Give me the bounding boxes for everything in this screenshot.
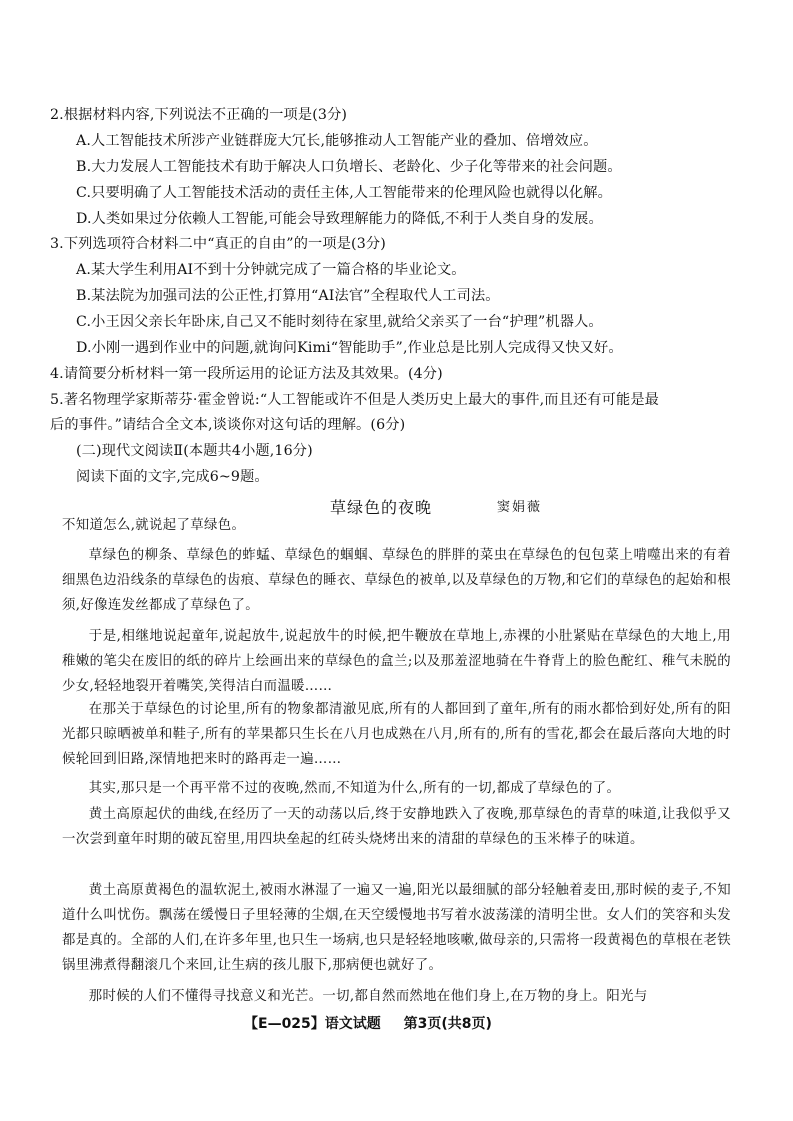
article-paragraph-1: 不知道怎么,就说起了草绿色。 (62, 518, 246, 533)
question-2-option-a: A.人工智能技术所涉产业链群庞大冗长,能够推动人工智能产业的叠加、倍增效应。 (76, 133, 598, 149)
footer-page-number: 第3页(共8页) (403, 1016, 492, 1032)
question-2-stem: 2.根据材料内容,下列说法不正确的一项是(3分) (50, 107, 348, 123)
question-3-option-d: D.小刚一遇到作业中的问题,就询问Kimi“智能助手”,作业总是比别人完成得又快又好。 (76, 340, 623, 356)
question-2-option-d: D.人类如果过分依赖人工智能,可能会导致理解能力的降低,不利于人类自身的发展。 (76, 211, 603, 227)
footer-exam-code: 【E—025】语文试题 (244, 1016, 381, 1032)
question-5-line-2: 后的事件。”请结合全文本,谈谈你对这句话的理解。(6分) (50, 417, 406, 433)
article-author: 窦娟薇 (497, 500, 543, 515)
question-2-option-b: B.大力发展人工智能技术有助于解决人口负增长、老龄化、少子化等带来的社会问题。 (76, 159, 622, 175)
section-instruction: 阅读下面的文字,完成6~9题。 (76, 469, 269, 485)
question-3-option-b: B.某法院为加强司法的公正性,打算用“AI法官”全程取代人工司法。 (76, 288, 500, 304)
article-paragraph-6: 黄土高原起伏的曲线,在经历了一天的动荡以后,终于安静地跌入了夜晚,那草绿色的青草的味道,让我似乎又一次尝到童年时期的破瓦窑里,用四块垒起的红砖头烧烤出来的清甜的草绿色的玉米棒子的味道。 (62, 807, 731, 847)
article-paragraph-4: 在那关于草绿色的讨论里,所有的物象都清澈见底,所有的人都回到了童年,所有的雨水都恰到好处,所有的阳光都只晾晒被单和鞋子,所有的苹果都只生长在八月也成熟在八月,所有的,所有的雪花,都会在最后落向大地的时候轮回到旧路,深情地把来时的路再走一遍…… (62, 702, 731, 767)
article-paragraph-8: 那时候的人们不懂得寻找意义和光芒。一切,都自然而然地在他们身上,在万物的身上。阳光与 (88, 989, 648, 1004)
article-paragraph-7: 黄土高原黄褐色的温软泥土,被雨水淋湿了一遍又一遍,阳光以最细腻的部分轻触着麦田,那时候的麦子,不知道什么叫忧伤。飘荡在缓慢日子里轻薄的尘烟,在天空缓慢地书写着水波荡漾的清明尘世。女人们的笑容和头发都是真的。全部的人们,在许多年里,也只生一场病,也只是轻轻地咳嗽,做母亲的,只需将一段黄褐色的草根在老铁锅里沸煮得翻滚几个来回,让生病的孩儿服下,那病便也就好了。 (62, 883, 731, 973)
article-paragraph-2: 草绿色的柳条、草绿色的蚱蜢、草绿色的蝈蝈、草绿色的胖胖的菜虫在草绿色的包包菜上啃噬出来的有着细黑色边沿线条的草绿色的齿痕、草绿色的睡衣、草绿色的被单,以及草绿色的万物,和它们的草绿色的起始和根须,好像连发丝都成了草绿色了。 (62, 548, 731, 613)
question-3-option-a: A.某大学生利用AI不到十分钟就完成了一篇合格的毕业论文。 (76, 262, 466, 278)
question-3-option-c: C.小王因父亲长年卧床,自己又不能时刻待在家里,就给父亲买了一台“护理”机器人。 (76, 314, 603, 330)
section-heading: (二)现代文阅读Ⅱ(本题共4小题,16分) (76, 443, 313, 459)
question-4: 4.请简要分析材料一第一段所运用的论证方法及其效果。(4分) (50, 366, 443, 382)
article-paragraph-5: 其实,那只是一个再平常不过的夜晚,然而,不知道为什么,所有的一切,都成了草绿色的了。 (88, 781, 621, 796)
question-2-option-c: C.只要明确了人工智能技术活动的责任主体,人工智能带来的伦理风险也就得以化解。 (76, 185, 612, 201)
page-footer (244, 1013, 510, 1033)
question-5-line-1: 5.著名物理学家斯蒂芬·霍金曾说:“人工智能或许不但是人类历史上最大的事件,而且还有可能是最 (50, 392, 659, 408)
article-paragraph-3: 于是,相继地说起童年,说起放牛,说起放牛的时候,把牛鞭放在草地上,赤裸的小肚紧贴在草绿色的大地上,用稚嫩的笔尖在废旧的纸的碎片上绘画出来的草绿色的盒兰;以及那羞涩地骑在牛脊背上的脸色酡红、稚气未脱的少女,轻轻地裂开着嘴笑,笑得洁白而温暖…… (62, 629, 731, 694)
question-3-stem: 3.下列选项符合材料二中“真正的自由”的一项是(3分) (50, 236, 386, 252)
article-title: 草绿色的夜晚 (330, 498, 433, 517)
